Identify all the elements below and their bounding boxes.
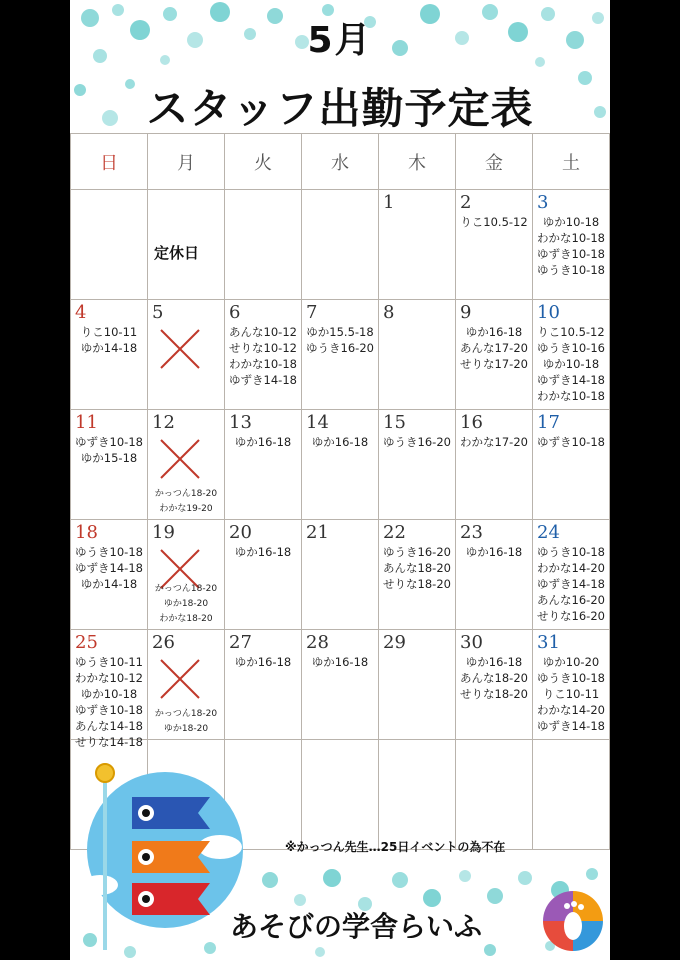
absence-note: ※かっつん先生…25日イベントの為不在 — [285, 840, 506, 854]
weekday-header: 木 — [379, 134, 456, 190]
shift-entry: ゆか14-18 — [80, 577, 138, 591]
calendar-day-cell — [148, 300, 225, 410]
shift-entry: ゆか15.5-18 — [306, 325, 374, 339]
day-number: 25 — [75, 632, 98, 653]
calendar-day-cell — [533, 740, 610, 850]
shift-list — [533, 434, 609, 450]
shift-entry: りこ10.5-12 — [460, 215, 528, 229]
weekday-header: 土 — [533, 134, 610, 190]
shift-entry: ゆずき14-18 — [537, 719, 605, 733]
shift-entry: ゆうき10-11 — [75, 655, 143, 669]
shift-entry: せりな17-20 — [460, 357, 528, 371]
shift-entry: ゆずき10-18 — [75, 703, 143, 717]
shift-entry: りこ10-11 — [542, 687, 600, 701]
shift-entry: わかな14-20 — [537, 703, 605, 717]
calendar-day-cell — [225, 520, 302, 630]
calendar-day-cell — [533, 630, 610, 740]
calendar-day-cell — [302, 740, 379, 850]
shift-entry: わかな19-20 — [159, 504, 213, 514]
weekday-header: 月 — [148, 134, 225, 190]
shift-list — [456, 544, 532, 560]
schedule-poster — [70, 0, 610, 960]
calendar-day-cell — [456, 520, 533, 630]
shift-list — [225, 544, 301, 560]
evening-shift-list — [148, 707, 224, 737]
calendar-day-cell — [225, 300, 302, 410]
shift-list — [456, 654, 532, 702]
day-number: 19 — [152, 522, 175, 543]
calendar-day-cell — [302, 410, 379, 520]
shift-entry: わかな14-20 — [537, 561, 605, 575]
calendar-day-cell — [302, 190, 379, 300]
day-number: 12 — [152, 412, 175, 433]
shift-entry: りこ10.5-12 — [537, 325, 605, 339]
day-number: 10 — [537, 302, 560, 323]
calendar-day-cell — [456, 630, 533, 740]
calendar-week-row — [71, 630, 610, 740]
shift-entry: わかな10-18 — [537, 389, 605, 403]
calendar-day-cell — [379, 520, 456, 630]
day-number: 1 — [383, 192, 395, 213]
shift-list — [71, 324, 147, 356]
day-number: 2 — [460, 192, 472, 213]
calendar-day-cell — [379, 410, 456, 520]
calendar-day-cell — [71, 300, 148, 410]
evening-shift-list — [148, 582, 224, 627]
shift-list — [533, 544, 609, 624]
shift-list — [533, 324, 609, 404]
calendar-day-cell — [533, 520, 610, 630]
shift-entry: わかな17-20 — [460, 435, 528, 449]
shift-entry: あんな18-20 — [460, 671, 528, 685]
shift-entry: ゆか16-18 — [465, 655, 523, 669]
calendar-day-cell — [379, 190, 456, 300]
day-number: 11 — [75, 412, 98, 433]
shift-entry: せりな14-18 — [75, 735, 143, 749]
shift-entry: あんな14-18 — [75, 719, 143, 733]
shift-entry: あんな16-20 — [537, 593, 605, 607]
calendar-day-cell — [225, 190, 302, 300]
shift-list — [456, 324, 532, 372]
weekday-header-row — [71, 134, 610, 190]
day-number: 23 — [460, 522, 483, 543]
shift-entry: ゆか10-18 — [542, 357, 600, 371]
calendar-day-cell — [225, 630, 302, 740]
shift-list — [225, 324, 301, 388]
calendar-table — [70, 133, 610, 850]
shift-list — [456, 434, 532, 450]
shift-list — [225, 434, 301, 450]
day-number: 30 — [460, 632, 483, 653]
shift-entry: ゆか16-18 — [234, 435, 292, 449]
shift-entry: ゆか10-20 — [542, 655, 600, 669]
weekday-header: 金 — [456, 134, 533, 190]
shift-entry: ゆうき16-20 — [383, 435, 451, 449]
calendar-week-row — [71, 190, 610, 300]
shift-list — [379, 434, 455, 450]
closed-cross-icon — [157, 326, 203, 372]
shift-entry: ゆずき10-18 — [75, 435, 143, 449]
shift-entry: ゆうき10-18 — [537, 671, 605, 685]
calendar-day-cell — [71, 190, 148, 300]
day-number: 16 — [460, 412, 483, 433]
day-number: 20 — [229, 522, 252, 543]
shift-list — [533, 654, 609, 734]
shift-list — [379, 544, 455, 592]
shift-list — [71, 434, 147, 466]
day-number: 18 — [75, 522, 98, 543]
shift-entry: ゆか18-20 — [163, 724, 209, 734]
shift-entry: かっつん18-20 — [154, 584, 218, 594]
calendar-week-row — [71, 410, 610, 520]
shift-entry: ゆか16-18 — [465, 545, 523, 559]
weekday-header: 日 — [71, 134, 148, 190]
calendar-week-row — [71, 520, 610, 630]
calendar-day-cell — [302, 520, 379, 630]
day-number: 9 — [460, 302, 472, 323]
shift-entry: わかな10-12 — [75, 671, 143, 685]
day-number: 7 — [306, 302, 318, 323]
shift-entry: かっつん18-20 — [154, 489, 218, 499]
day-number: 28 — [306, 632, 329, 653]
shift-entry: ゆずき14-18 — [75, 561, 143, 575]
shift-entry: せりな18-20 — [383, 577, 451, 591]
shift-entry: ゆか16-18 — [311, 435, 369, 449]
shift-entry: ゆうき10-18 — [537, 263, 605, 277]
weekday-header: 火 — [225, 134, 302, 190]
shift-entry: ゆずき10-18 — [537, 247, 605, 261]
calendar-week-row — [71, 300, 610, 410]
shift-entry: あんな17-20 — [460, 341, 528, 355]
evening-shift-list — [148, 487, 224, 517]
title-month: 5月 — [307, 20, 373, 61]
shift-entry: ゆずき10-18 — [537, 435, 605, 449]
shift-entry: ゆずき14-18 — [229, 373, 297, 387]
shift-entry: ゆか10-18 — [542, 215, 600, 229]
day-number: 4 — [75, 302, 87, 323]
day-number: 5 — [152, 302, 164, 323]
calendar-day-cell — [302, 300, 379, 410]
shift-entry: ゆうき10-18 — [537, 545, 605, 559]
calendar-day-cell — [148, 190, 225, 300]
shift-list — [225, 654, 301, 670]
weekday-header: 水 — [302, 134, 379, 190]
calendar-day-cell — [225, 410, 302, 520]
day-number: 6 — [229, 302, 241, 323]
shift-entry: りこ10-11 — [80, 325, 138, 339]
calendar-day-cell — [71, 410, 148, 520]
shift-entry: ゆか16-18 — [234, 655, 292, 669]
shift-entry: ゆか18-20 — [163, 599, 209, 609]
shift-list — [302, 434, 378, 450]
school-logo — [540, 888, 606, 954]
day-number: 24 — [537, 522, 560, 543]
shift-entry: ゆか14-18 — [80, 341, 138, 355]
calendar-day-cell — [456, 410, 533, 520]
shift-entry: せりな10-12 — [229, 341, 297, 355]
shift-list — [456, 214, 532, 230]
day-number: 31 — [537, 632, 560, 653]
calendar-day-cell — [533, 410, 610, 520]
shift-entry: わかな10-18 — [537, 231, 605, 245]
shift-entry: あんな18-20 — [383, 561, 451, 575]
calendar-day-cell — [533, 190, 610, 300]
shift-entry: ゆか16-18 — [465, 325, 523, 339]
day-number: 13 — [229, 412, 252, 433]
shift-entry: ゆうき10-18 — [75, 545, 143, 559]
shift-entry: ゆずき14-18 — [537, 373, 605, 387]
closed-cross-icon — [157, 656, 203, 702]
calendar-day-cell — [379, 740, 456, 850]
shift-entry: ゆか16-18 — [234, 545, 292, 559]
calendar-day-cell — [379, 300, 456, 410]
koinobori-illustration — [70, 755, 250, 955]
day-number: 29 — [383, 632, 406, 653]
calendar-day-cell — [533, 300, 610, 410]
calendar-day-cell — [148, 410, 225, 520]
page-title: スタッフ出勤予定表 — [146, 84, 534, 133]
shift-entry: わかな18-20 — [159, 614, 213, 624]
school-name: あそびの学舎らいふ — [230, 910, 483, 943]
shift-entry: ゆうき10-16 — [537, 341, 605, 355]
shift-entry: ゆずき14-18 — [537, 577, 605, 591]
calendar-day-cell — [302, 630, 379, 740]
day-number: 15 — [383, 412, 406, 433]
shift-entry: ゆか10-18 — [80, 687, 138, 701]
day-number: 27 — [229, 632, 252, 653]
shift-entry: かっつん18-20 — [154, 709, 218, 719]
shift-entry: あんな10-12 — [229, 325, 297, 339]
shift-entry: ゆうき16-20 — [306, 341, 374, 355]
day-number: 22 — [383, 522, 406, 543]
calendar-day-cell — [456, 190, 533, 300]
shift-entry: ゆか15-18 — [80, 451, 138, 465]
day-number: 26 — [152, 632, 175, 653]
calendar-day-cell — [148, 630, 225, 740]
calendar-day-cell — [71, 520, 148, 630]
day-number: 3 — [537, 192, 549, 213]
day-number: 21 — [306, 522, 329, 543]
calendar-day-cell — [456, 740, 533, 850]
shift-list — [302, 324, 378, 356]
closed-day-label: 定休日 — [154, 244, 200, 262]
shift-list — [533, 214, 609, 278]
calendar-day-cell — [379, 630, 456, 740]
shift-list — [302, 654, 378, 670]
day-number: 14 — [306, 412, 329, 433]
shift-list — [71, 654, 147, 750]
closed-cross-icon — [157, 436, 203, 482]
calendar-day-cell — [456, 300, 533, 410]
day-number: 17 — [537, 412, 560, 433]
day-number: 8 — [383, 302, 395, 323]
shift-list — [71, 544, 147, 592]
shift-entry: ゆか16-18 — [311, 655, 369, 669]
shift-entry: せりな18-20 — [460, 687, 528, 701]
calendar-day-cell — [71, 630, 148, 749]
calendar-day-cell — [148, 520, 225, 630]
shift-entry: せりな16-20 — [537, 609, 605, 623]
shift-entry: わかな10-18 — [229, 357, 297, 371]
shift-entry: ゆうき16-20 — [383, 545, 451, 559]
